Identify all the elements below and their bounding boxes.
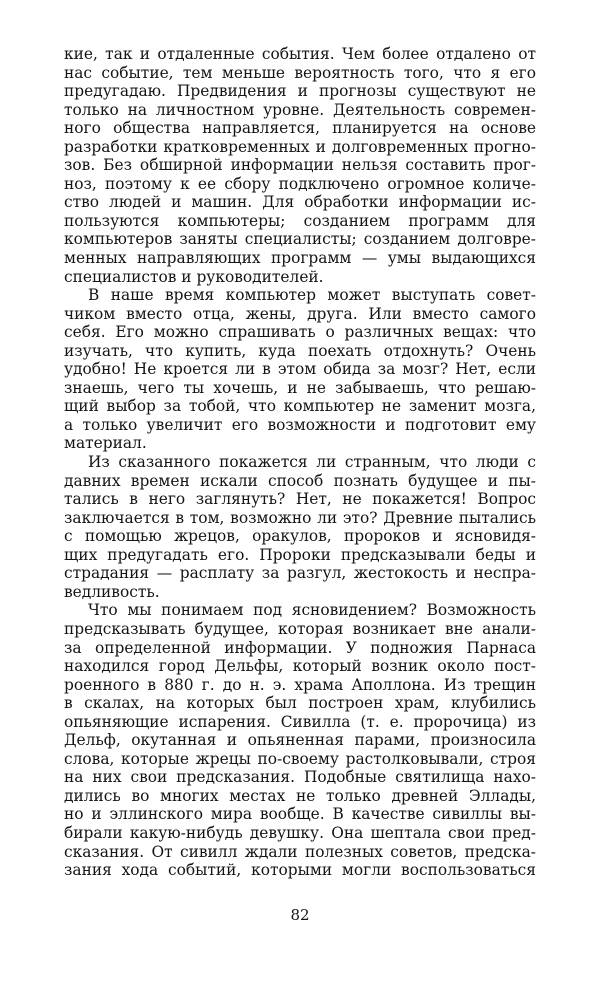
text-line: но и эллинского мира вообще. В качестве сивиллы вы- (64, 805, 536, 824)
text-line: заключается в том, возможно ли это? Древние пытались (64, 508, 536, 527)
text-line: с помощью жрецов, оракулов, пророков и ясновидя- (64, 527, 536, 546)
text-line: предсказывать будущее, которая возникает вне анали- (64, 619, 536, 638)
text-line: находился город Дельфы, который возник около пост- (64, 657, 536, 676)
page-number: 82 (290, 906, 310, 924)
text-line: изучать, что купить, куда поехать отдохнуть? Очень (64, 341, 536, 360)
text-line: разработки кратковременных и долговременных прогно- (64, 137, 536, 156)
text-line: давних времен искали способ познать будущее и пы- (64, 471, 536, 490)
text-line: кие, так и отдаленные события. Чем более отдалено от (64, 45, 536, 63)
text-line: предугадаю. Предвидения и прогнозы существуют не (64, 82, 536, 101)
text-line: ного общества направляется, планируется на основе (64, 119, 536, 138)
text-line: компьютеров заняты специалисты; созданием долговре- (64, 230, 536, 249)
body-text (64, 45, 536, 880)
text-line: ство людей и машин. Для обработки информации ис- (64, 193, 536, 212)
text-line: опьяняющие испарения. Сивилла (т. е. пророчица) из (64, 712, 536, 731)
text-line: сказания. От сивилл ждали полезных советов, предска- (64, 842, 536, 861)
text-line: пользуются компьютеры; созданием программ для (64, 211, 536, 230)
text-line: слова, которые жрецы по-своему растолковывали, строя (64, 749, 536, 768)
paragraph (64, 286, 536, 453)
text-line: бирали какую-нибудь девушку. Она шептала свои пред- (64, 823, 536, 842)
text-line: роенного в 880 г. до н. э. храма Аполлона. Из трещин (64, 675, 536, 694)
paragraph (64, 601, 536, 879)
text-line: страдания — расплату за разгул, жестокость и неспра- (64, 564, 536, 583)
text-line: тались в него заглянуть? Нет, не покажется! Вопрос (64, 490, 536, 509)
text-line: щий выбор за тобой, что компьютер не заменит мозга, (64, 397, 536, 416)
text-line: зов. Без обширной информации нельзя составить прог- (64, 156, 536, 175)
text-line: ведливость. (64, 582, 160, 601)
text-line: только на личностном уровне. Деятельность современ- (64, 100, 536, 119)
text-line: ноз, поэтому к ее сбору подключено огромное количе- (64, 174, 536, 193)
text-line: на них свои предсказания. Подобные святилища нахо- (64, 768, 536, 787)
text-line: в скалах, на которых был построен храм, клубились (64, 694, 536, 713)
text-line: себя. Его можно спрашивать о различных вещах: что (64, 323, 536, 342)
text-line: Из сказанного покажется ли странным, что люди с (88, 453, 536, 472)
text-line: зания хода событий, которыми могли воспользоваться (64, 861, 536, 880)
text-line: а только увеличит его возможности и подготовит ему (64, 415, 536, 434)
text-line: знаешь, чего ты хочешь, и не забываешь, что решаю- (64, 378, 536, 397)
text-line: менных направляющих программ — умы выдающихся (64, 249, 536, 268)
text-line: В наше время компьютер может выступать совет- (88, 286, 536, 305)
text-line: Что мы понимаем под ясновидением? Возможность (88, 601, 536, 620)
text-line: за определенной информации. У подножия Парнаса (64, 638, 536, 657)
text-line: чиком вместо отца, жены, друга. Или вместо самого (64, 304, 536, 323)
text-line: материал. (64, 434, 147, 453)
text-line: удобно! Не кроется ли в этом обида за мозг? Нет, если (64, 360, 536, 379)
text-line: нас событие, тем меньше вероятность того, что я его (64, 63, 536, 82)
paragraph (64, 453, 536, 601)
text-line: специалистов и руководителей. (64, 267, 324, 286)
text-line: Дельф, окутанная и опьяненная парами, произносила (64, 731, 536, 750)
text-line: щих предугадать его. Пророки предсказывали беды и (64, 545, 536, 564)
text-line: дились во многих местах не только древней Эллады, (64, 786, 536, 805)
paragraph (64, 45, 536, 286)
